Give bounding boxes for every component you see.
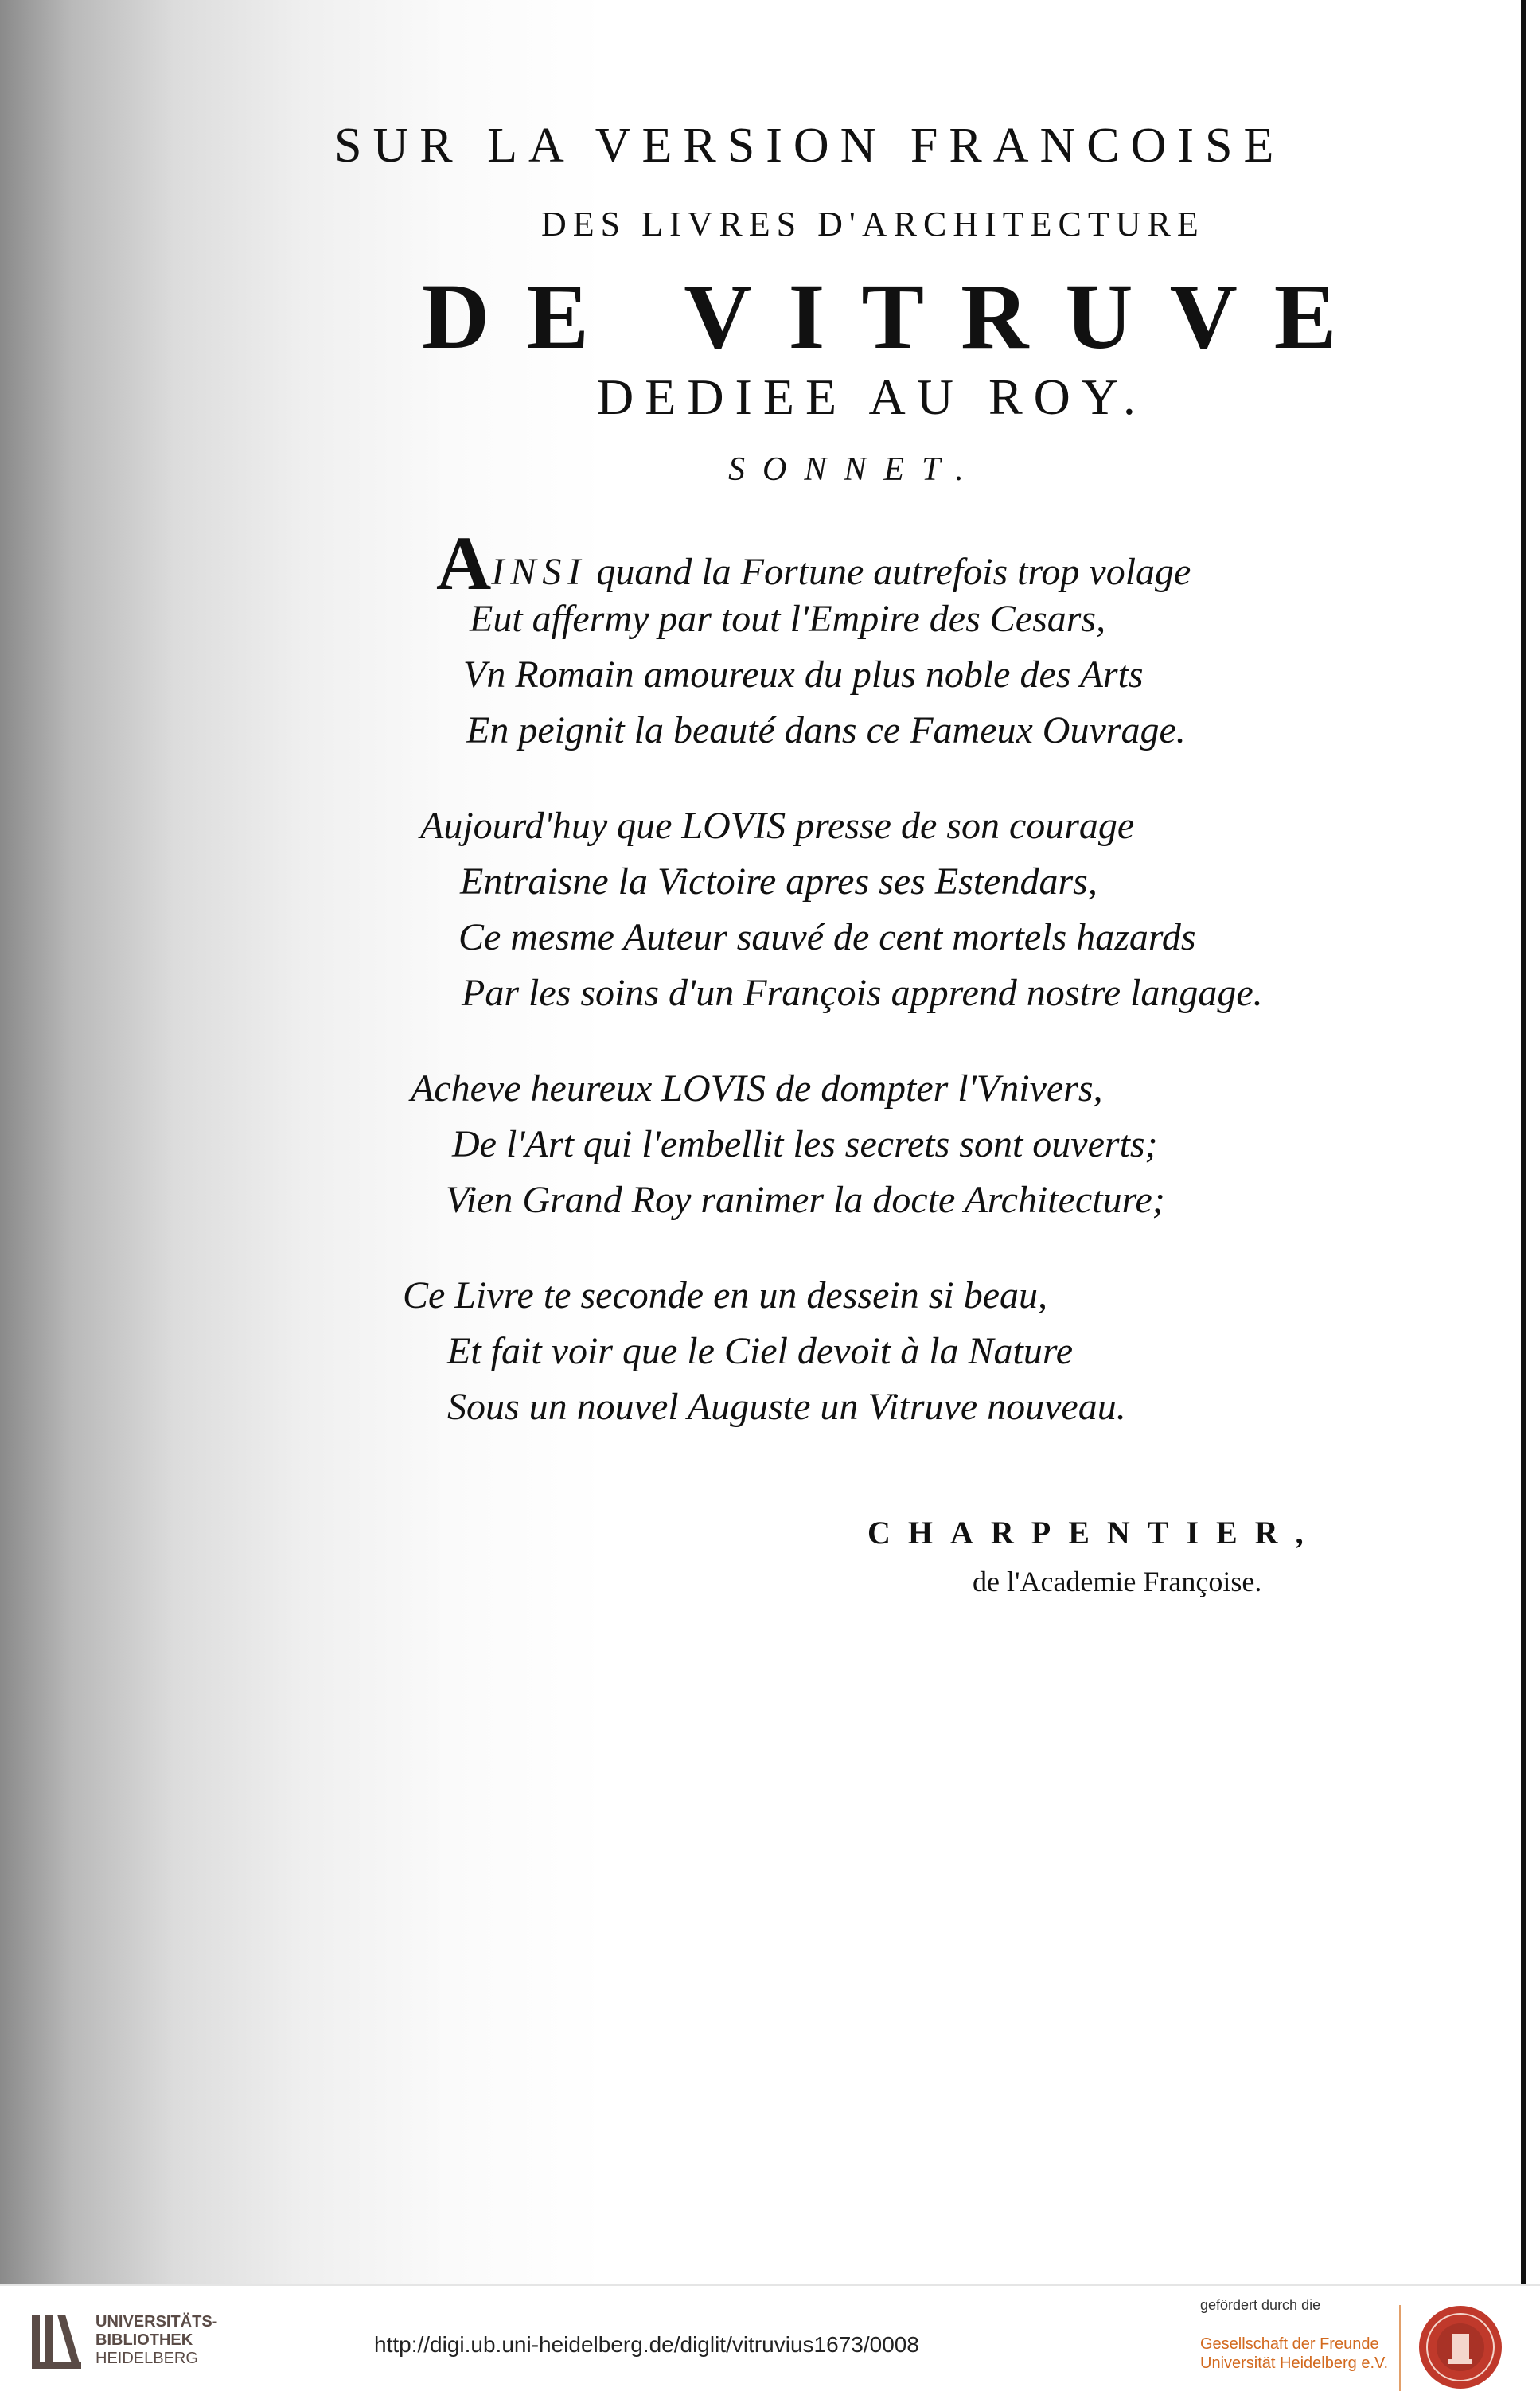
drop-cap: A xyxy=(436,521,492,606)
verse-line: Ce mesme Auteur sauvé de cent mortels hazards xyxy=(458,916,1196,958)
title-line-3: DE VITRUVE xyxy=(422,264,1374,369)
verse-line xyxy=(436,521,1191,606)
viewer-footer xyxy=(0,2284,1540,2399)
library-name-line3: HEIDELBERG xyxy=(96,2350,198,2367)
university-seal-icon xyxy=(1417,2303,1504,2391)
verse-line: Ce Livre te seconde en un dessein si beau, xyxy=(403,1274,1048,1317)
verse-line: Vien Grand Roy ranimer la docte Architecture; xyxy=(446,1179,1165,1221)
verse-line: Eut affermy par tout l'Empire des Cesars, xyxy=(470,598,1106,640)
verse-line: Par les soins d'un François apprend nostre langage. xyxy=(462,972,1263,1014)
verse-text: quand la Fortune autrefois trop volage xyxy=(596,551,1191,593)
library-name xyxy=(96,2313,217,2368)
title-line-4: DEDIEE AU ROY. xyxy=(597,369,1147,425)
permalink[interactable]: http://digi.ub.uni-heidelberg.de/diglit/vitruvius1673/0008 xyxy=(374,2332,919,2357)
verse-line: Acheve heureux LOVIS de dompter l'Vnivers, xyxy=(411,1067,1103,1110)
library-name-line1: UNIVERSITÄTS- xyxy=(96,2313,218,2331)
library-name-line2: BIBLIOTHEK xyxy=(96,2331,193,2349)
verse-line: Aujourd'huy que LOVIS presse de son courage xyxy=(420,805,1135,847)
sponsor-label: gefördert durch die xyxy=(1200,2297,1321,2313)
verse-line: En peignit la beauté dans ce Fameux Ouvrage. xyxy=(466,709,1186,751)
sonnet-heading: SONNET. xyxy=(728,451,981,488)
title-line-2: DES LIVRES D'ARCHITECTURE xyxy=(541,205,1205,244)
sponsor-block xyxy=(1200,2297,1391,2373)
sponsor-divider xyxy=(1399,2305,1401,2391)
title-line-1: SUR LA VERSION FRANCOISE xyxy=(334,119,1285,173)
verse-line: Et fait voir que le Ciel devoit à la Nature xyxy=(447,1330,1074,1372)
author-name: CHARPENTIER, xyxy=(867,1515,1321,1551)
first-word: INSI xyxy=(491,551,587,593)
library-logo-icon xyxy=(30,2310,86,2374)
sponsor-name-line1: Gesellschaft der Freunde xyxy=(1200,2335,1379,2353)
verse-line: De l'Art qui l'embellit les secrets sont ouverts; xyxy=(452,1123,1158,1165)
verse-line: Entraisne la Victoire apres ses Estendars, xyxy=(460,860,1097,903)
verse-line: Vn Romain amoureux du plus noble des Arts xyxy=(463,653,1144,696)
author-affiliation: de l'Academie Françoise. xyxy=(973,1566,1262,1597)
sponsor-name-line2: Universität Heidelberg e.V. xyxy=(1200,2354,1389,2372)
verse-line: Sous un nouvel Auguste un Vitruve nouveau. xyxy=(447,1386,1126,1428)
